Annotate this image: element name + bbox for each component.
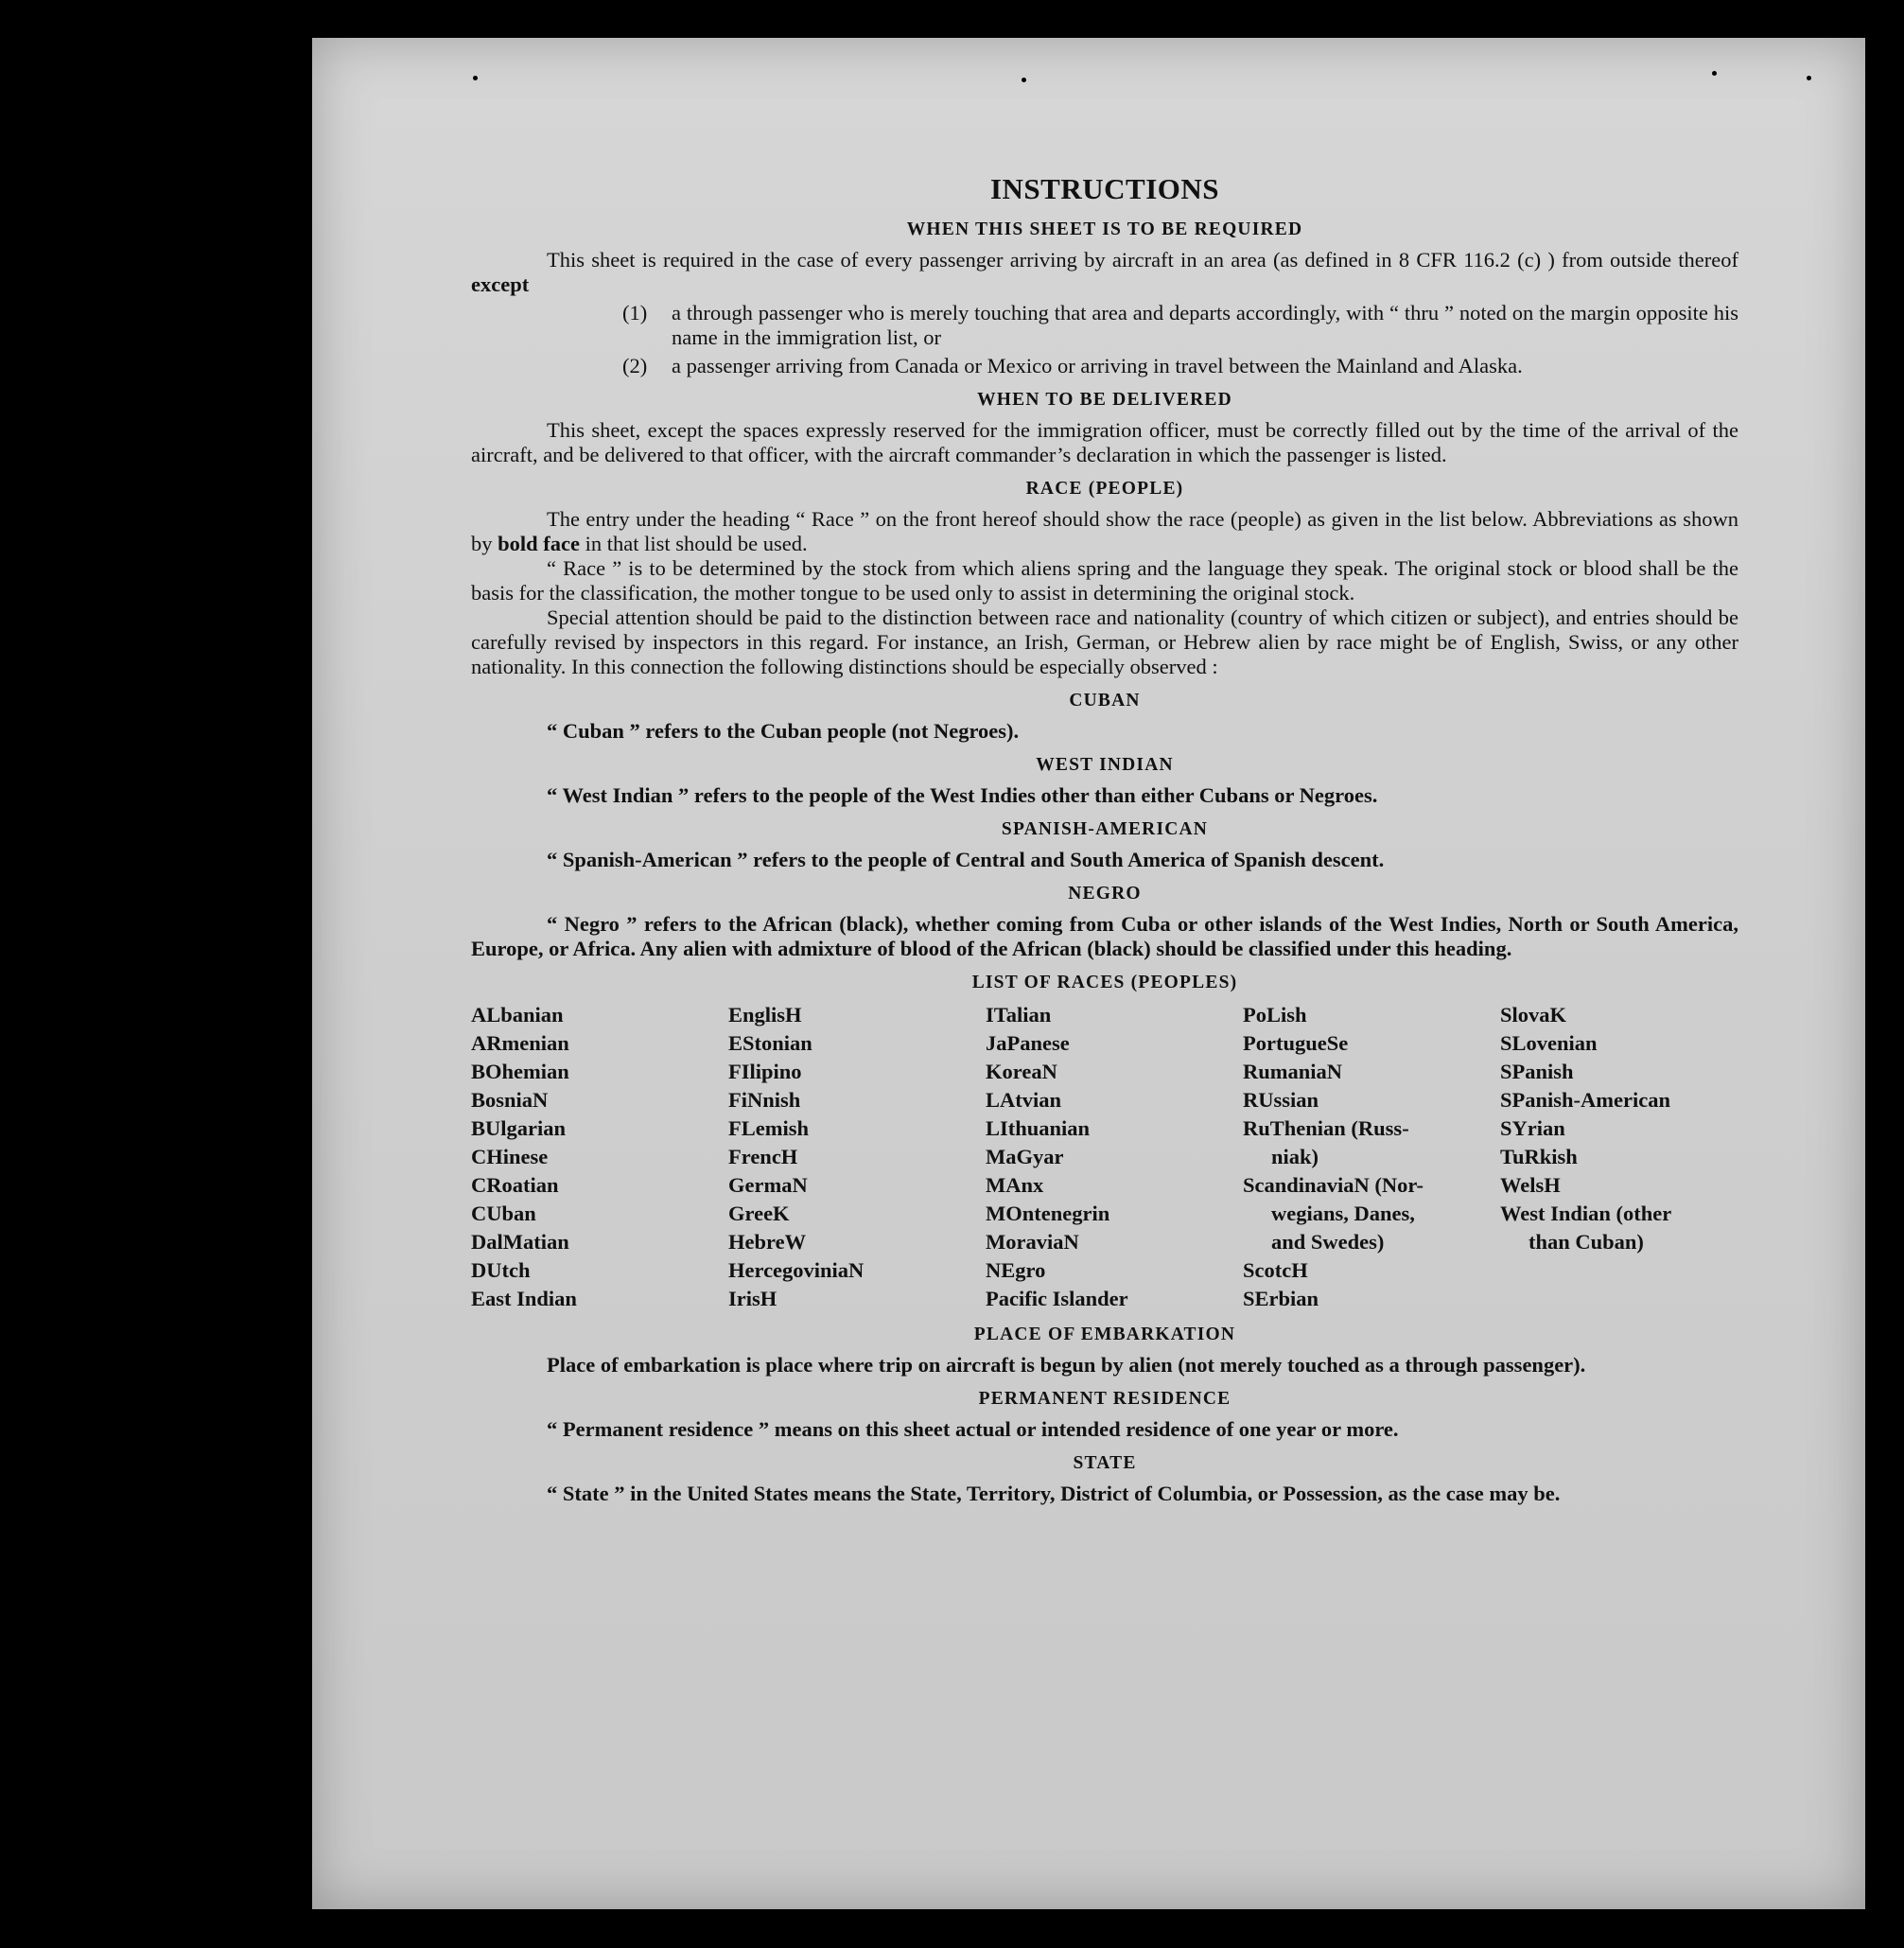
race-entry: DalMatian bbox=[471, 1230, 569, 1254]
race-entry: EStonian bbox=[728, 1031, 812, 1055]
when-required-intro: This sheet is required in the case of every passenger arriving by aircraft in an area (as defined in 8 CFR 116.2 (c) ) from outside thereof except bbox=[471, 248, 1738, 296]
section-heading-when-required: WHEN THIS SHEET IS TO BE REQUIRED bbox=[906, 219, 1303, 239]
race-entry: BOhemian bbox=[471, 1060, 569, 1083]
race-entry: JaPanese bbox=[986, 1031, 1070, 1055]
races-column bbox=[1243, 1001, 1500, 1313]
race-entry: MAnx bbox=[986, 1173, 1044, 1197]
race-entry: LAtvian bbox=[986, 1088, 1062, 1112]
section-heading-negro: NEGRO bbox=[1068, 884, 1142, 904]
race-entry: and Swedes) bbox=[1271, 1230, 1385, 1254]
races-column bbox=[986, 1001, 1243, 1313]
race-entry: WelsH bbox=[1500, 1173, 1561, 1197]
race-entry: RUssian bbox=[1243, 1088, 1319, 1112]
race-entry: Pacific Islander bbox=[986, 1287, 1128, 1310]
speck bbox=[473, 76, 478, 80]
race-entry: EnglisH bbox=[728, 1003, 802, 1027]
race-entry: SPanish-American bbox=[1500, 1088, 1670, 1112]
race-entry: RuThenian (Russ- bbox=[1243, 1116, 1409, 1140]
race-entry: GermaN bbox=[728, 1173, 808, 1197]
race-entry: niak) bbox=[1271, 1145, 1319, 1168]
instructions-body bbox=[471, 170, 1738, 1506]
race-entry: SLovenian bbox=[1500, 1031, 1598, 1055]
state-definition: “ State ” in the United States means the State, Territory, District of Columbia, or Possession, as the case may be. bbox=[547, 1482, 1561, 1505]
race-entry: GreeK bbox=[728, 1202, 790, 1225]
races-column bbox=[471, 1001, 728, 1313]
west-indian-definition: “ West Indian ” refers to the people of the West Indies other than either Cubans or Negroes. bbox=[547, 783, 1378, 807]
speck bbox=[1712, 71, 1717, 76]
exception-item-2: (2) a passenger arriving from Canada or Mexico or arriving in travel between the Mainland and Alaska. bbox=[622, 354, 1523, 377]
race-entry: BUlgarian bbox=[471, 1116, 567, 1140]
race-entry: NEgro bbox=[986, 1258, 1046, 1282]
race-entry: HebreW bbox=[728, 1230, 807, 1254]
section-heading-embarkation: PLACE OF EMBARKATION bbox=[973, 1325, 1236, 1344]
exception-item-1: (1) a through passenger who is merely touching that area and departs accordingly, with “ thru ” noted on the margin opposite his name in the immigration list, or bbox=[622, 301, 1738, 349]
document-sheet bbox=[312, 38, 1865, 1909]
race-entry: West Indian (other bbox=[1500, 1202, 1672, 1225]
section-heading-permanent-residence: PERMANENT RESIDENCE bbox=[978, 1389, 1231, 1409]
race-entry: KoreaN bbox=[986, 1060, 1057, 1083]
race-entry: SErbian bbox=[1243, 1287, 1319, 1310]
section-heading-race: RACE (PEOPLE) bbox=[1025, 479, 1184, 499]
race-entry: than Cuban) bbox=[1528, 1230, 1644, 1254]
section-heading-when-delivered: WHEN TO BE DELIVERED bbox=[977, 390, 1232, 410]
section-heading-list-of-races: LIST OF RACES (PEOPLES) bbox=[971, 973, 1238, 992]
races-list bbox=[471, 1001, 1738, 1313]
section-heading-west-indian: WEST INDIAN bbox=[1036, 755, 1174, 775]
race-entry: SPanish bbox=[1500, 1060, 1574, 1083]
speck bbox=[1807, 76, 1811, 80]
section-heading-state: STATE bbox=[1073, 1453, 1137, 1473]
race-entry: HercegoviniaN bbox=[728, 1258, 865, 1282]
races-column bbox=[1500, 1001, 1738, 1313]
race-entry: ScotcH bbox=[1243, 1258, 1308, 1282]
race-entry: FIlipino bbox=[728, 1060, 802, 1083]
permanent-residence-definition: “ Permanent residence ” means on this sheet actual or intended residence of one year or more. bbox=[547, 1417, 1399, 1441]
race-entry: ScandinaviaN (Nor- bbox=[1243, 1173, 1424, 1197]
race-paragraph-3: Special attention should be paid to the distinction between race and nationality (country of which citizen or subject), and entries should be carefully revised by inspectors in this regard. For instance, an Irish, German, or Hebrew alien by race might be of English, Swiss, or any other nationality. In this connection the following distinctions should be especially observed : bbox=[471, 605, 1738, 678]
race-entry: CUban bbox=[471, 1202, 536, 1225]
spanish-american-definition: “ Spanish-American ” refers to the people of Central and South America of Spanish descent. bbox=[547, 848, 1385, 871]
race-paragraph-1: The entry under the heading “ Race ” on the front hereof should show the race (people) as given in the list below. Abbreviations as shown by bold face in that list should be used. bbox=[471, 507, 1738, 555]
speck bbox=[1022, 78, 1026, 82]
negro-definition: “ Negro ” refers to the African (black), whether coming from Cuba or other islands of the West Indies, North or South America, Europe, or Africa. Any alien with admixture of blood of the African (black) should be classified under this heading. bbox=[471, 912, 1738, 960]
race-entry: ITalian bbox=[986, 1003, 1052, 1027]
race-entry: East Indian bbox=[471, 1287, 577, 1310]
race-entry: MaGyar bbox=[986, 1145, 1064, 1168]
race-entry: wegians, Danes, bbox=[1271, 1202, 1415, 1225]
race-entry: TuRkish bbox=[1500, 1145, 1578, 1168]
race-entry: LIthuanian bbox=[986, 1116, 1091, 1140]
race-entry: ALbanian bbox=[471, 1003, 564, 1027]
section-heading-cuban: CUBAN bbox=[1069, 691, 1141, 711]
race-entry: PortugueSe bbox=[1243, 1031, 1349, 1055]
when-delivered-text: This sheet, except the spaces expressly reserved for the immigration officer, must be correctly filled out by the time of the arrival of the aircraft, and be delivered to that officer, with the aircraft commander’s declaration in which the passenger is listed. bbox=[471, 418, 1738, 466]
race-entry: IrisH bbox=[728, 1287, 777, 1310]
race-entry: BosniaN bbox=[471, 1088, 549, 1112]
race-entry: MoraviaN bbox=[986, 1230, 1079, 1254]
race-entry: CHinese bbox=[471, 1145, 549, 1168]
race-entry: FrencH bbox=[728, 1145, 798, 1168]
race-entry: MOntenegrin bbox=[986, 1202, 1110, 1225]
race-entry: SlovaK bbox=[1500, 1003, 1567, 1027]
race-entry: ARmenian bbox=[471, 1031, 569, 1055]
race-entry: FLemish bbox=[728, 1116, 810, 1140]
race-paragraph-2: “ Race ” is to be determined by the stock from which aliens spring and the language they speak. The original stock or blood shall be the basis for the classification, the mother tongue to be used only to assist in determining the original stock. bbox=[471, 556, 1738, 605]
embarkation-definition: Place of embarkation is place where trip on aircraft is begun by alien (not merely touched as a through passenger). bbox=[547, 1353, 1586, 1377]
race-entry: SYrian bbox=[1500, 1116, 1565, 1140]
race-entry: RumaniaN bbox=[1243, 1060, 1343, 1083]
race-entry: DUtch bbox=[471, 1258, 531, 1282]
cuban-definition: “ Cuban ” refers to the Cuban people (not Negroes). bbox=[547, 719, 1020, 743]
section-heading-spanish-american: SPANISH-AMERICAN bbox=[1001, 819, 1209, 839]
races-column bbox=[728, 1001, 986, 1313]
race-entry: FiNnish bbox=[728, 1088, 801, 1112]
race-entry: CRoatian bbox=[471, 1173, 559, 1197]
race-entry: PoLish bbox=[1243, 1003, 1307, 1027]
page-title: INSTRUCTIONS bbox=[989, 172, 1219, 205]
